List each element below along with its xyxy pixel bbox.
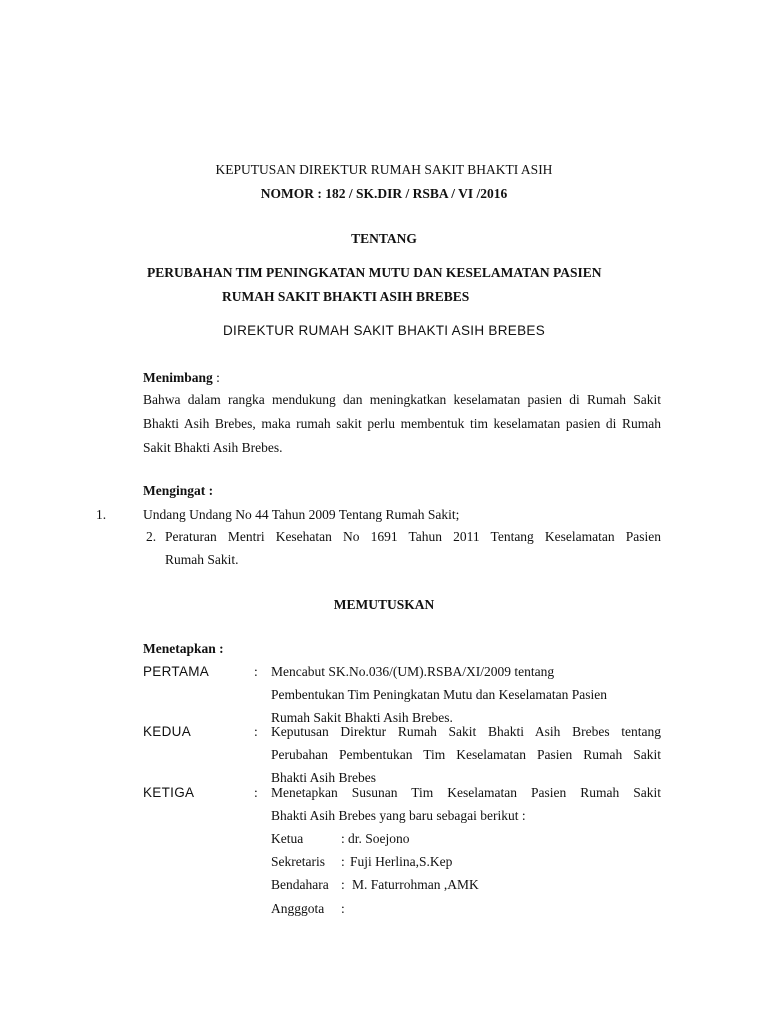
member-separator: :: [341, 877, 345, 892]
mengingat-item-2-number: 2.: [146, 529, 157, 544]
kedua-label: KEDUA: [143, 724, 192, 739]
menetapkan-heading: Menetapkan :: [143, 641, 224, 656]
pertama-line-2: Pembentukan Tim Peningkatan Mutu dan Keselamatan Pasien: [271, 687, 607, 702]
subject-line-1: PERUBAHAN TIM PENINGKATAN MUTU DAN KESELAMATAN PASIEN: [147, 265, 602, 280]
document-number: NOMOR : 182 / SK.DIR / RSBA / VI /2016: [260, 186, 508, 201]
ketiga-colon: :: [254, 785, 258, 800]
pertama-colon: :: [254, 664, 258, 679]
mengingat-item-1-text: Undang Undang No 44 Tahun 2009 Tentang Rumah Sakit;: [143, 507, 460, 522]
menimbang-label: Menimbang: [143, 370, 213, 385]
kedua-line-1: Keputusan Direktur Rumah Sakit Bhakti Asih Brebes tentang: [271, 724, 661, 739]
ketiga-line-1: Menetapkan Susunan Tim Keselamatan Pasien Rumah Sakit: [271, 785, 661, 800]
member-role: Bendahara: [271, 877, 329, 892]
member-name: dr. Soejono: [348, 831, 410, 846]
member-name: Fuji Herlina,S.Kep: [350, 854, 453, 869]
menimbang-heading: [143, 369, 220, 387]
menimbang-paragraph: Bahwa dalam rangka mendukung dan meningkatkan keselamatan pasien di Rumah Sakit Bhakti Asih Brebes, maka rumah sakit perlu membentuk tim keselamatan pasien di Rumah Sakit Bhakti Asih Brebes.: [143, 392, 661, 455]
mengingat-heading: Mengingat :: [143, 483, 214, 498]
member-name: M. Faturrohman ,AMK: [352, 877, 479, 892]
mengingat-item-2-text-line-2: Rumah Sakit.: [165, 552, 239, 567]
document-title: KEPUTUSAN DIREKTUR RUMAH SAKIT BHAKTI ASIH: [215, 162, 553, 177]
mengingat-item-2-text-line-1: Peraturan Mentri Kesehatan No 1691 Tahun 2011 Tentang Keselamatan Pasien: [165, 529, 661, 544]
pertama-line-3: Rumah Sakit Bhakti Asih Brebes.: [271, 710, 453, 725]
kedua-line-3: Bhakti Asih Brebes: [271, 770, 376, 785]
ketiga-label: KETIGA: [143, 785, 195, 800]
kedua-colon: :: [254, 724, 258, 739]
member-role: Angggota: [271, 901, 325, 916]
kedua-line-2: Perubahan Pembentukan Tim Keselamatan Pasien Rumah Sakit: [271, 747, 661, 762]
member-role: Ketua: [271, 831, 304, 846]
pertama-label: PERTAMA: [143, 664, 210, 679]
memutuskan-heading: MEMUTUSKAN: [333, 597, 435, 612]
tentang-heading: TENTANG: [351, 231, 417, 246]
pertama-line-1: Mencabut SK.No.036/(UM).RSBA/XI/2009 tentang: [271, 664, 555, 679]
subject-line-2: RUMAH SAKIT BHAKTI ASIH BREBES: [222, 289, 470, 304]
issuer-line: DIREKTUR RUMAH SAKIT BHAKTI ASIH BREBES: [222, 323, 545, 338]
member-separator: :: [341, 831, 345, 846]
menimbang-colon: :: [212, 370, 220, 385]
ketiga-line-2: Bhakti Asih Brebes yang baru sebagai berikut :: [271, 808, 526, 823]
member-separator: :: [341, 854, 345, 869]
member-separator: :: [341, 901, 345, 916]
mengingat-item-1-number: 1.: [96, 507, 107, 522]
member-role: Sekretaris: [271, 854, 325, 869]
